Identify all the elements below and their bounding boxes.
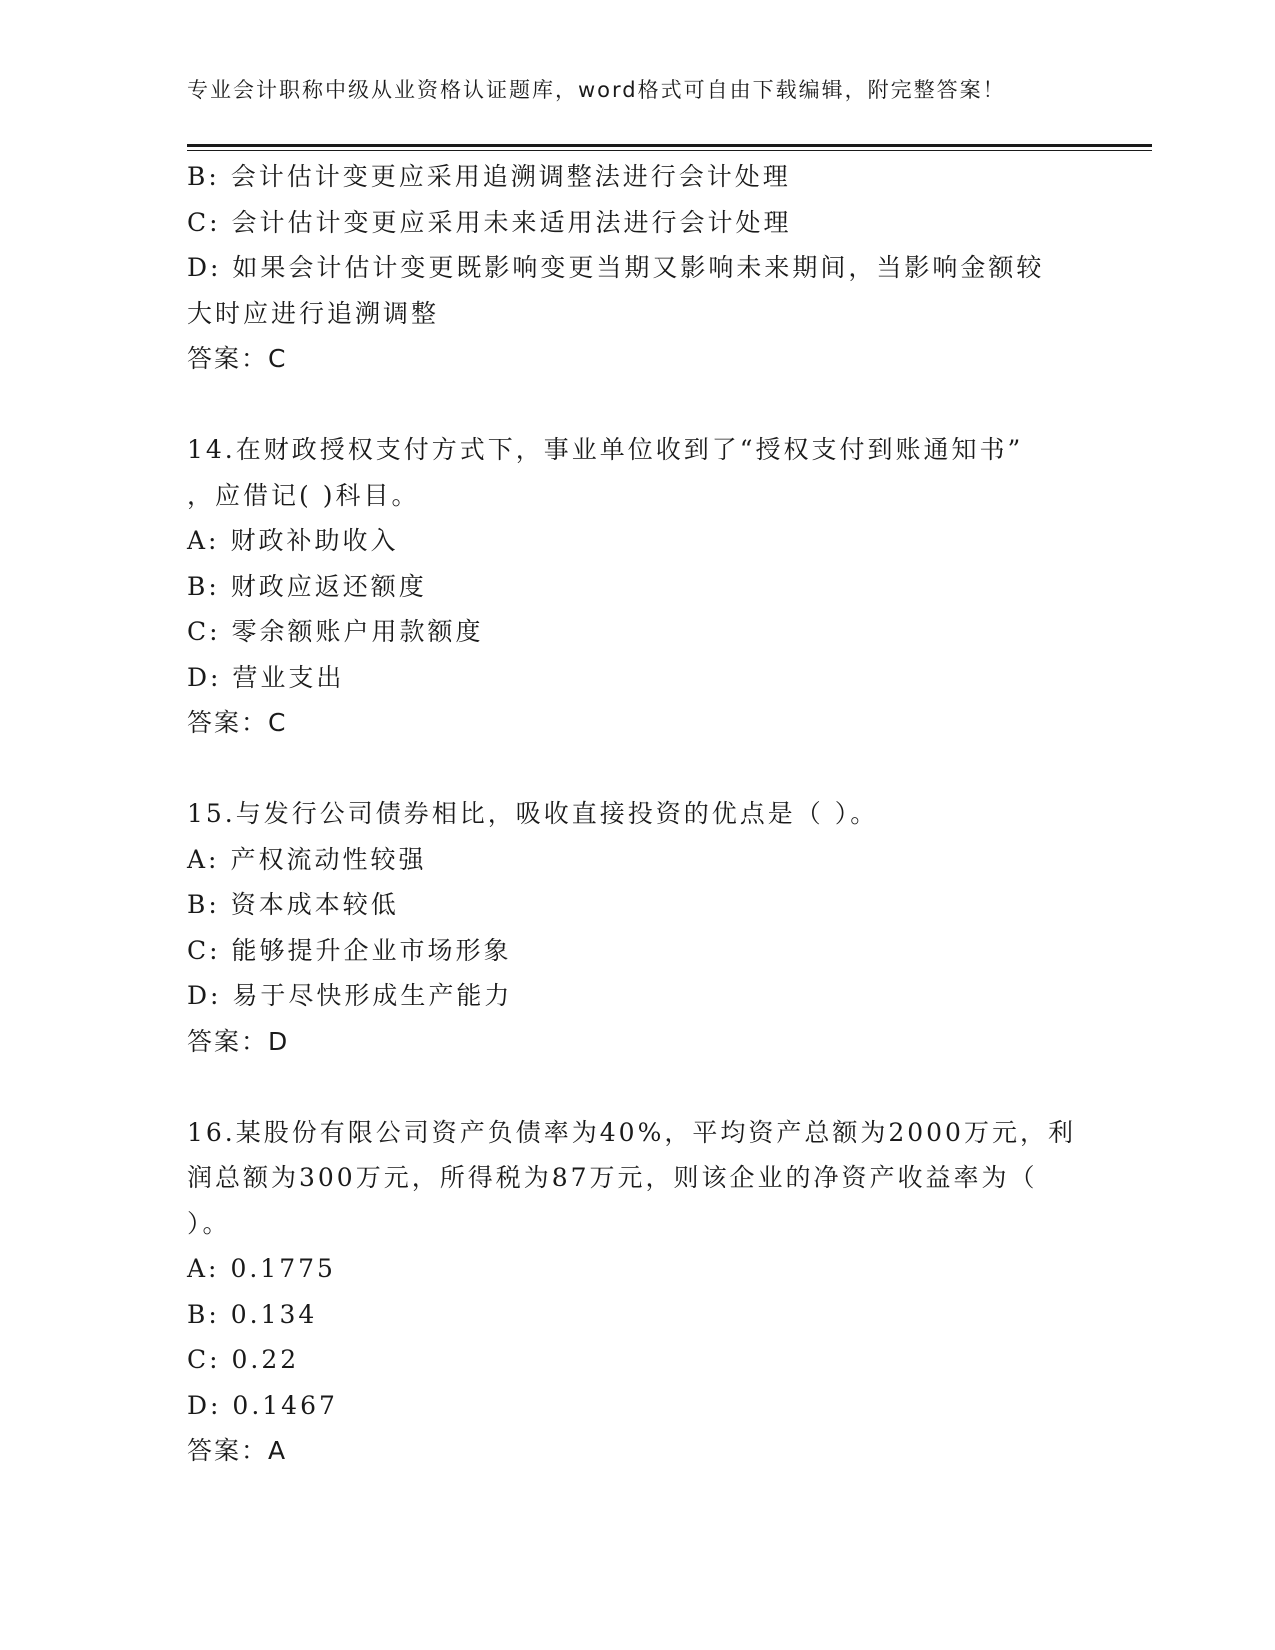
option-c [187,928,1087,974]
option-text: 零余额账户用款额度 [231,617,484,646]
option-d [187,245,1087,291]
answer: 答案：A [187,1436,288,1465]
question-stem-continued: ，应借记( )科目。 [187,480,420,510]
option-label: B: [187,162,220,191]
option-text: 能够提升企业市场形象 [231,935,512,965]
option-text: 0.1775 [230,1254,336,1283]
question-stem: 15.与发行公司债券相比，吸收直接投资的优点是（ ）。 [187,799,879,828]
option-text: 0.134 [230,1299,318,1329]
question-stem-continued: 润总额为300万元，所得税为87万元，则该企业的净资产收益率为（ [187,1163,1038,1192]
spacer [187,746,1087,792]
option-text: 易于尽快形成生产能力 [232,981,513,1010]
option-d [187,973,1087,1019]
question-content [187,154,1087,1474]
option-text: 产权流动性较强 [230,844,427,874]
option-d-continued: 大时应进行追溯调整 [187,298,440,328]
option-text: 0.1467 [232,1390,338,1420]
option-text: 营业支出 [232,662,345,692]
option-b [187,154,1087,200]
option-label: D: [187,662,222,692]
question-stem: 16.某股份有限公司资产负债率为40%，平均资产总额为2000万元，利 [187,1117,1076,1147]
option-label: D: [187,253,222,282]
option-b [187,1292,1087,1338]
header-rule-thick [187,144,1152,147]
header-rule-thin [187,150,1152,151]
option-c [187,200,1087,246]
option-label: C: [187,617,221,646]
option-text: 会计估计变更应采用未来适用法进行会计处理 [231,207,792,237]
option-label: D: [187,981,222,1010]
option-a [187,518,1087,564]
answer: 答案：C [187,708,288,737]
option-label: D: [187,1390,222,1420]
option-text: 资本成本较低 [230,890,399,919]
option-text: 财政补助收入 [230,526,399,555]
option-label: C: [187,207,221,237]
option-text: 会计估计变更应采用追溯调整法进行会计处理 [230,162,791,191]
option-c [187,609,1087,655]
option-text: 0.22 [231,1345,300,1374]
option-label: A: [187,844,220,874]
option-b [187,564,1087,610]
page-header: 专业会计职称中级从业资格认证题库，word格式可自由下载编辑，附完整答案！ [187,78,1006,102]
answer: 答案：C [187,344,288,373]
option-label: A: [187,1254,220,1283]
question-stem: 14.在财政授权支付方式下，事业单位收到了“授权支付到账通知书” [187,435,1024,464]
option-b [187,882,1087,928]
option-label: B: [187,890,220,919]
option-a [187,1246,1087,1292]
spacer [187,382,1087,428]
answer: 答案：D [187,1026,290,1056]
option-label: A: [187,526,220,555]
option-text: 如果会计估计变更既影响变更当期又影响未来期间，当影响金额较 [232,253,1045,282]
spacer [187,1064,1087,1110]
option-label: B: [187,571,220,601]
option-a [187,837,1087,883]
option-d [187,655,1087,701]
option-label: C: [187,1345,221,1374]
option-label: C: [187,935,221,965]
option-d [187,1383,1087,1429]
option-c [187,1337,1087,1383]
option-label: B: [187,1299,220,1329]
option-text: 财政应返还额度 [230,571,427,601]
question-stem-continued: ）。 [187,1208,231,1238]
